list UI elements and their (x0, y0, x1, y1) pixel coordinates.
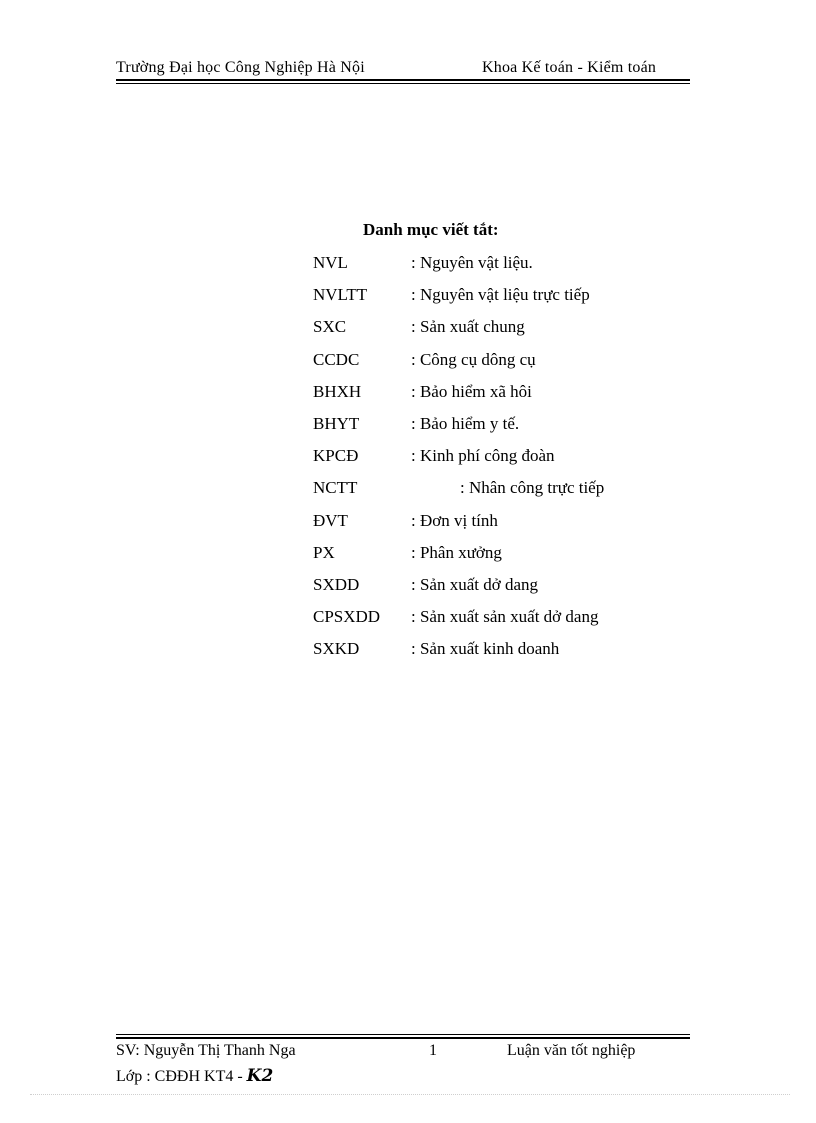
abbreviation-code: SXDD (313, 574, 360, 594)
abbreviation-description: : Nguyên vật liệu trực tiếp (411, 285, 590, 305)
abbreviation-description: : Sản xuất dở dang (411, 574, 539, 594)
footer-class-label: Lớp : CĐĐH KT4 - (116, 1068, 243, 1085)
abbreviations-title: Danh mục viết tắt: (363, 220, 499, 239)
abbreviation-code: KPCĐ (313, 446, 359, 466)
header-rule-top (116, 79, 690, 81)
footer-class-info (116, 1066, 273, 1086)
footer-rule-bottom (116, 1037, 690, 1039)
footer-class-suffix: K2 (246, 1066, 274, 1086)
abbreviation-code: CCDC (313, 349, 360, 369)
page-bottom-dotted-line (30, 1094, 790, 1095)
abbreviation-description: : Nhân công trực tiếp (460, 478, 605, 498)
header-faculty-name: Khoa Kế toán - Kiểm toán (482, 59, 657, 76)
abbreviation-description: : Công cụ dông cụ (411, 349, 536, 369)
footer-student-name: SV: Nguyễn Thị Thanh Nga (116, 1042, 296, 1059)
abbreviation-code: CPSXDD (313, 607, 381, 627)
footer-page-number: 1 (429, 1042, 437, 1059)
header-rule-bottom (116, 83, 690, 84)
abbreviation-description: : Nguyên vật liệu. (411, 253, 533, 272)
abbreviation-description: : Đơn vị tính (411, 510, 498, 530)
abbreviation-code: PX (313, 542, 335, 562)
abbreviation-description: : Bảo hiểm y tế. (411, 413, 520, 433)
abbreviation-description: : Bảo hiểm xã hôi (411, 381, 532, 401)
abbreviation-description: : Kinh phí công đoàn (411, 446, 555, 466)
abbreviation-description: : Sản xuất sản xuất dở dang (411, 607, 599, 627)
abbreviation-code: SXKD (313, 639, 360, 659)
abbreviation-description: : Sản xuất chung (411, 317, 525, 337)
abbreviation-description: : Sản xuất kinh doanh (411, 639, 560, 659)
footer-thesis-label: Luận văn tốt nghiệp (507, 1042, 636, 1059)
abbreviation-code: BHXH (313, 381, 362, 401)
abbreviation-code: NCTT (313, 478, 358, 498)
abbreviation-code: BHYT (313, 413, 360, 433)
footer-rule-top (116, 1034, 690, 1035)
abbreviation-description: : Phân xưởng (411, 542, 502, 562)
abbreviation-code: NVLTT (313, 285, 368, 305)
abbreviation-code: SXC (313, 317, 347, 337)
header-school-name: Trường Đại học Công Nghiệp Hà Nội (116, 59, 365, 76)
abbreviation-code: NVL (313, 253, 348, 272)
abbreviation-code: ĐVT (313, 510, 348, 530)
